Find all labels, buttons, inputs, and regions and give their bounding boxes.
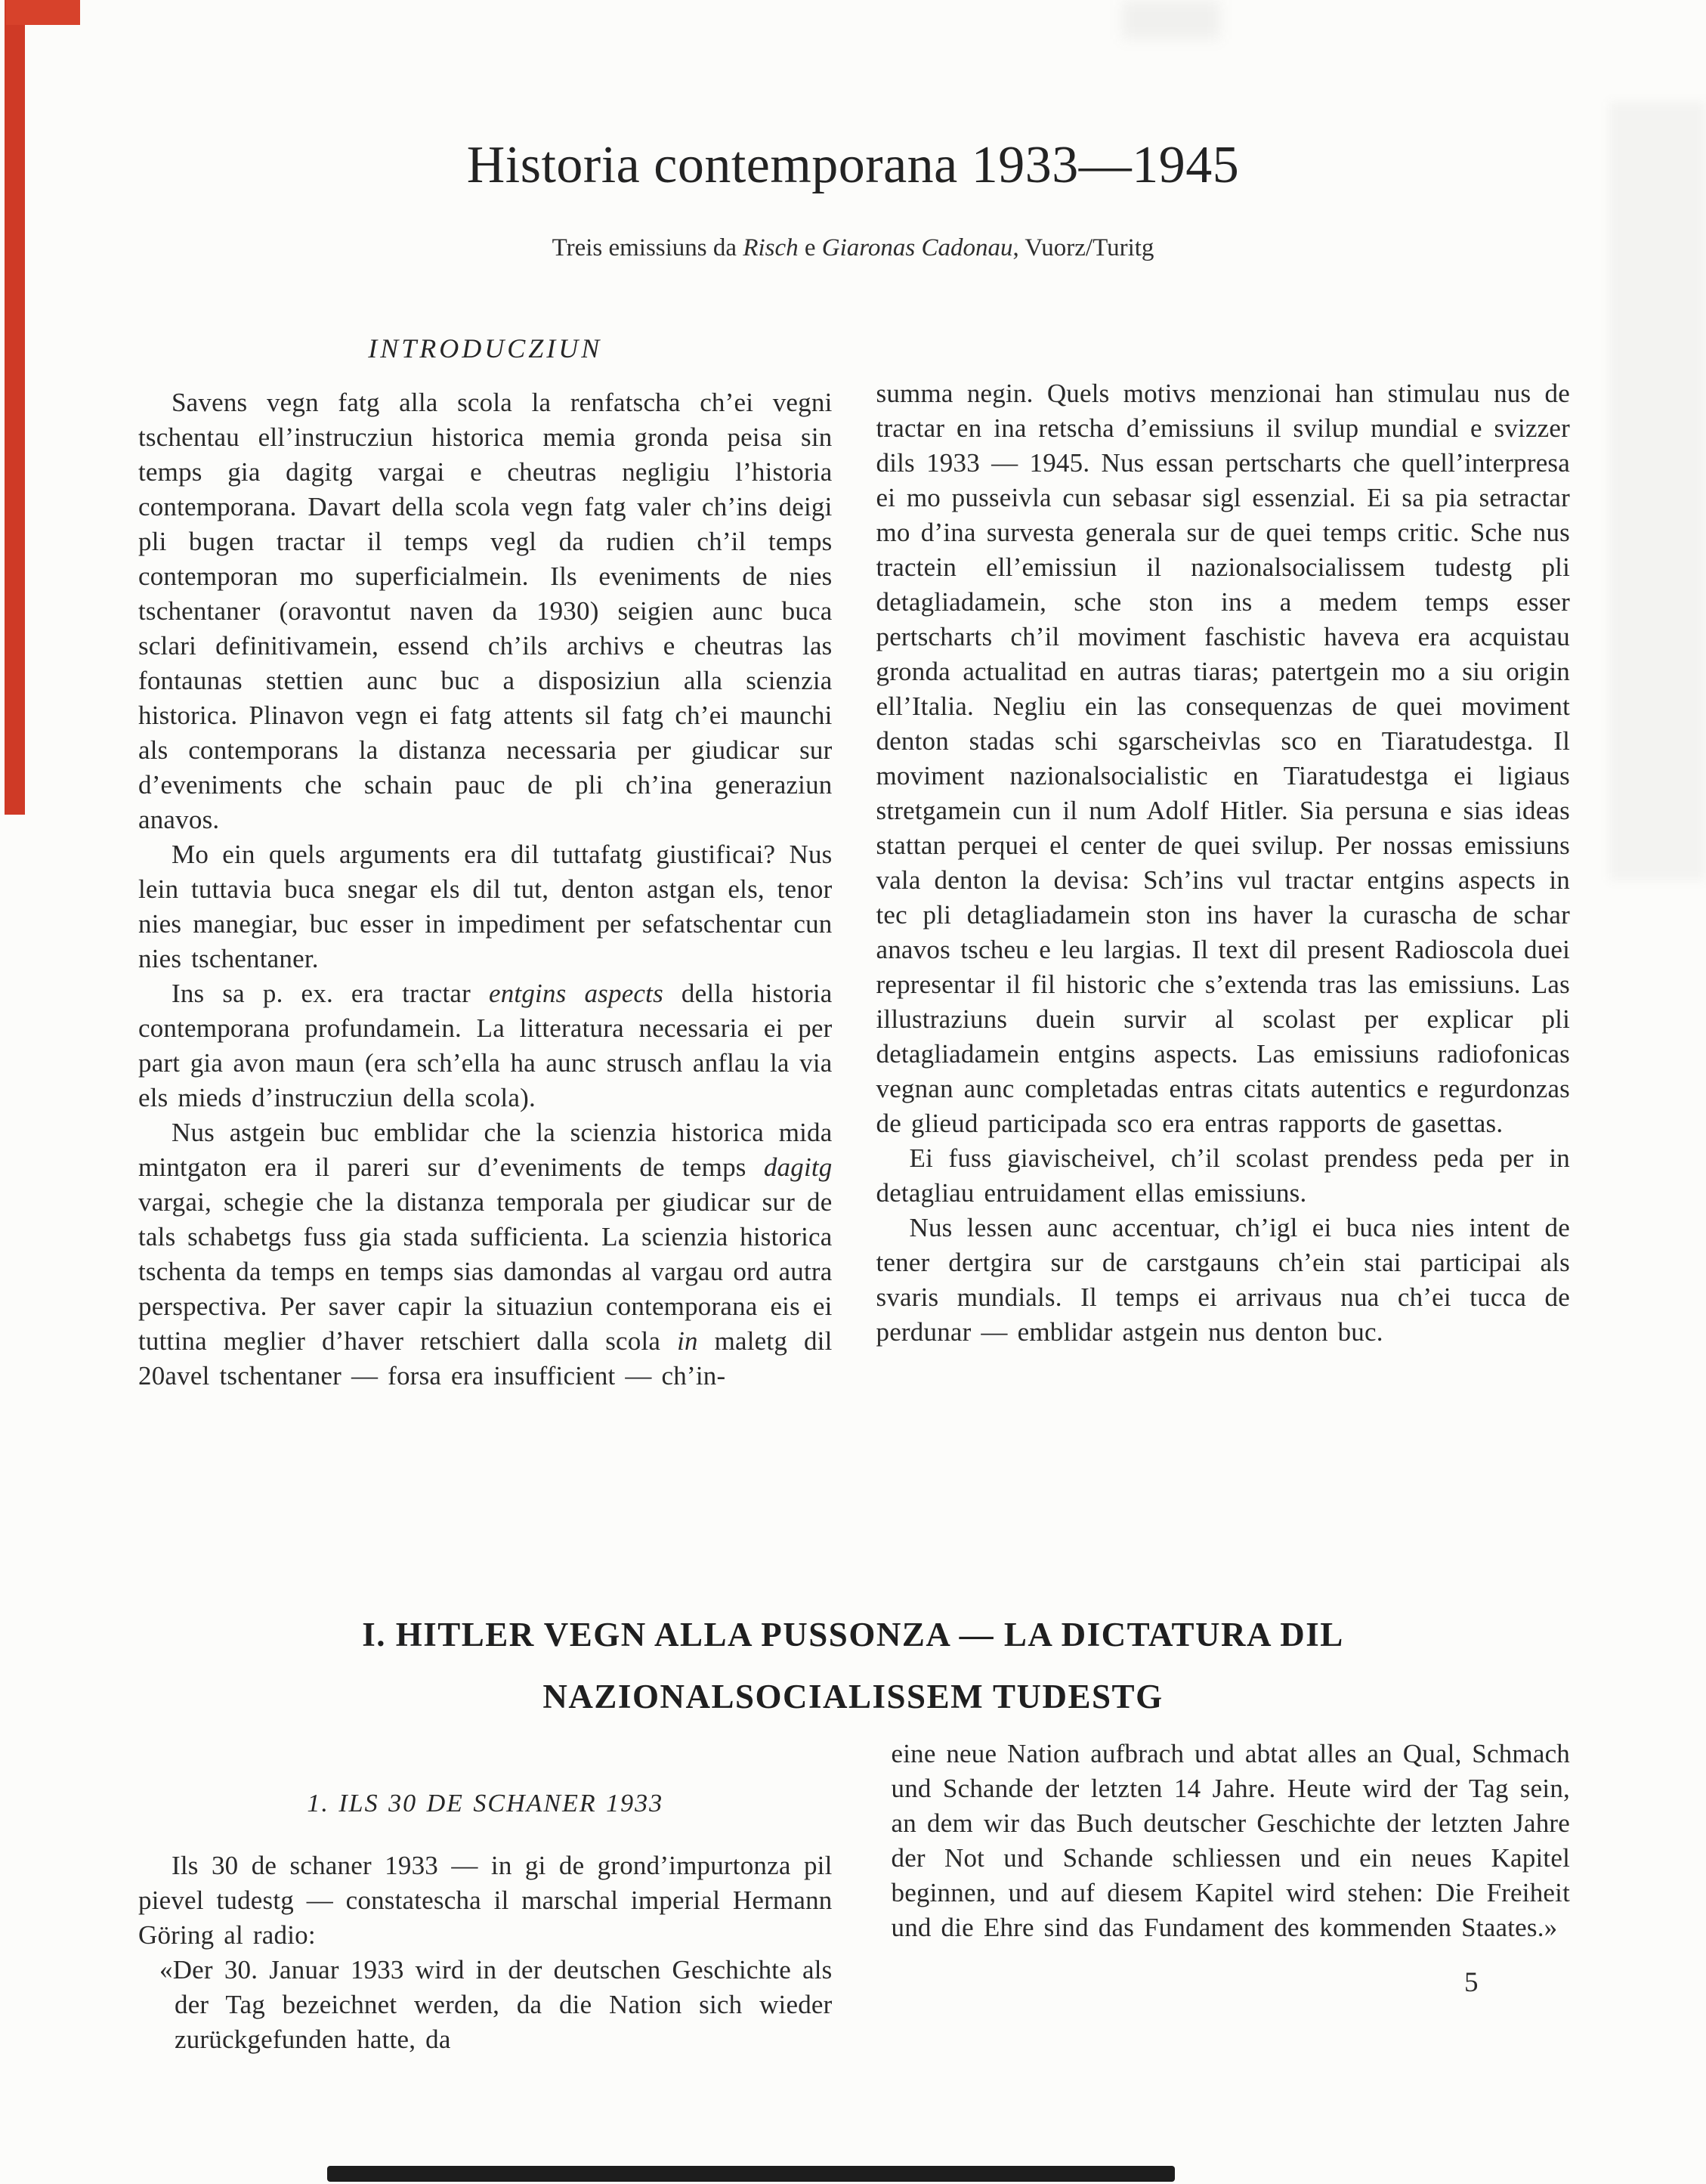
text-run: Nus astgein buc emblidar che la scienzia historica mida mintgaton era il pareri sur d’eveniments de temps <box>138 1118 833 1182</box>
page-subtitle <box>0 234 1706 262</box>
section-heading <box>0 1604 1706 1728</box>
italic-text: Risch <box>743 234 799 261</box>
text-run: eine neue Nation aufbrach und abtat alles an Qual, Schmach und Schande der letzten 14 Jahre. Heute wird der Tag sein, an dem wir das Buch deutscher Geschichte der letzten Jahre der Not und Schande schliessen und ein neues Kapitel beginnen, und auf diesem Kapitel wird stehen: Die Freiheit und die Ehre sind das Fundament des kommenden Staates.» <box>891 1739 1570 1942</box>
italic-text: Giaronas Cadonau <box>821 234 1013 261</box>
intro-left-column <box>138 331 833 1394</box>
intro-left-paragraphs <box>138 385 833 1394</box>
text-run: Savens vegn fatg alla scola la renfatscha ch’ei vegni tschentau ell’instrucziun historica memia gronda peisa sin temps gia dagitg vargai e cheutras negligiu l’historia contemporana. Davart della scola vegn fatg valer ch’ins deigi pli bugen tractar il temps vegl da rudien ch’il temps contemporan mo superficialmein. Ils eveniments de nies tschentaner (oravontut naven da 1930) seigien aunc buca sclari definitivamein, essend ch’ils archivs e cheutras las fontaunas stettien aunc buc a disposiziun alla scienzia historica. Plinavon vegn ei fatg attents sil fatg ch’ei maunchi als contemporans la distanza necessaria per giudicar sur d’eveniments che schain pauc de pli ch’ina generaziun anavos. <box>138 388 833 834</box>
paragraph <box>876 1141 1571 1211</box>
paragraph <box>138 1848 833 1953</box>
italic-text: in <box>677 1326 698 1356</box>
section-heading-line2: NAZIONALSOCIALISSEM TUDESTG <box>542 1678 1164 1715</box>
text-run: Nus lessen aunc accentuar, ch’igl ei buca nies intent de tener dertgira sur de carstgauns ch’ein stai participai als svaris mundials. Il temps ei arrivaus nua ch’ei tucca de perdunar — emblidar astgein nus denton buc. <box>876 1213 1570 1347</box>
scan-artifact-red-corner <box>6 0 80 25</box>
page-number: 5 <box>1464 1967 1479 1998</box>
paragraph <box>138 837 833 976</box>
italic-text: entgins aspects <box>488 979 663 1008</box>
section1-left-paragraphs <box>138 1848 833 2057</box>
text-run: Ins sa p. ex. era tractar <box>172 979 489 1008</box>
text-run: , Vuorz/Turitg <box>1012 234 1154 261</box>
scan-artifact-bottom-bar <box>327 2166 1175 2182</box>
paragraph <box>138 385 833 837</box>
text-run: vargai, schegie che la distanza temporala per giudicar sur de tals schabetgs fuss gia stada sufficienta. La scienzia historica tschenta da temps en temps sias damondas al vargau ord autra perspectiva. Per saver capir la situaziun contemporana eis ei tuttina meglier d’haver retschiert dalla scola <box>138 1187 833 1356</box>
text-run: e <box>798 234 822 261</box>
section1-subheading: 1. ILS 30 DE SCHANER 1933 <box>307 1790 664 1817</box>
paragraph <box>876 1211 1571 1350</box>
italic-text: dagitg <box>763 1152 833 1182</box>
scan-artifact-right-shadow <box>1609 102 1706 880</box>
paragraph <box>876 1737 1571 1945</box>
section1-left-column <box>138 1729 833 2057</box>
page-title: Historia contemporana 1933—1945 <box>466 136 1240 194</box>
introduction-columns <box>138 331 1570 1394</box>
paragraph <box>138 1115 833 1394</box>
text-run: Mo ein quels arguments era dil tuttafatg giustificai? Nus lein tuttavia buca snegar els dil tut, denton astgan els, tenor nies manegiar, buc esser in impediment per sefatschentar cun nies tschentaner. <box>138 840 833 973</box>
paragraph <box>138 1953 833 2057</box>
text-run: summa negin. Quels motivs menzionai han stimulau nus de tractar en ina retscha d’emissiuns il svilup mundial e svizzer dils 1933 — 1945. Nus essan pertscharts che quell’interpresa ei mo pusseivla cun sebasar sigl essenzial. Ei sa pia setractar mo d’ina survesta generala sur de quei temps critic. Sche nus tractein ell’emissiun il nazionalsocialissem tudestg pli detagliadamein, sche ston ins a medem temps esser pertscharts ch’il moviment faschistic haveva era acquistau gronda actualitad en autras tiaras; patertgein mo a siu origin ell’Italia. Negliu ein las consequenzas de quei moviment denton stadas schi sgarscheivlas sco en Tiaratudestga. Il moviment nazionalsocialistic en Tiaratudestga ei ligiaus stretgamein cun il num Adolf Hitler. Sia persuna e sias ideas stattan perquei el center de quei svilup. Per nossas emissiuns vala denton la devisa: Sch’ins vul tractar entgins aspects in tec pli detagliadamein ston ins haver la curascha de schar anavos tscheu e leu largias. Il text dil present Radioscola duei representar il fil historic che s’extenda tras las emissiuns. Las illustraziuns duein survir al scolast per explicar pli detagliadamein entgins aspects. Las emissiuns radiofonicas vegnan aunc completadas entras citats autentics e regurdonzas de glieud participada sco era entras rapports de gasettas. <box>876 379 1570 1138</box>
section-heading-line1: I. HITLER VEGN ALLA PUSSONZA — LA DICTATURA DIL <box>362 1616 1344 1653</box>
text-run: Ils 30 de schaner 1933 — in gi de grond’impurtonza pil pievel tudestg — constatescha il marschal imperial Hermann Göring al radio: <box>138 1851 833 1950</box>
text-run: Ei fuss giavischeivel, ch’il scolast prendess peda per in detagliau entruidament ellas emissiuns. <box>876 1143 1570 1208</box>
scan-artifact-red-stripe <box>5 0 25 815</box>
text-run: Treis emissiuns da <box>552 234 743 261</box>
intro-heading: INTRODUCZIUN <box>368 333 603 363</box>
paragraph <box>876 376 1571 1141</box>
section1-columns <box>138 1729 1570 2057</box>
text-run: della historia contemporana profundamein. La litteratura necessaria ei per part gia avon maun (era sch’ella ha aunc strusch anflau la via els mieds d’instrucziun della scola). <box>138 979 833 1112</box>
text-run: «Der 30. Januar 1933 wird in der deutschen Geschichte als der Tag bezeichnet werden, da die Nation sich wieder zurückgefunden hatte, da <box>159 1955 833 2054</box>
scan-artifact-top-smudge <box>1122 0 1220 39</box>
intro-right-paragraphs <box>876 376 1571 1350</box>
text-run: maletg dil 20avel tschentaner — forsa era insufficient — ch’in- <box>138 1326 833 1391</box>
paragraph <box>138 976 833 1115</box>
intro-right-column <box>876 331 1571 1394</box>
section1-right-column <box>876 1729 1571 2057</box>
section1-right-paragraphs <box>876 1737 1571 1945</box>
